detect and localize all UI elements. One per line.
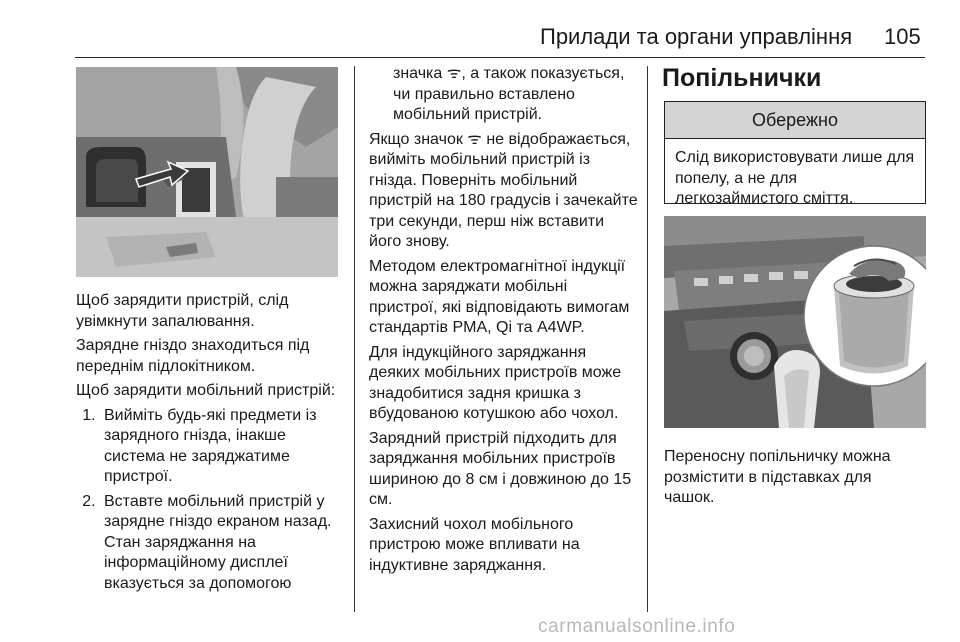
paragraph: Захисний чохол мобільного пристрою може впливати на індуктивне заряджання. xyxy=(369,515,580,574)
page-number: 105 xyxy=(884,24,921,49)
paragraph: Зарядне гніздо знаходиться під переднім підлокітником. xyxy=(76,337,310,375)
column-3-text xyxy=(664,447,926,513)
column-divider xyxy=(647,66,648,612)
paragraph: Зарядний пристрій підходить для заряджання мобільних пристроїв шириною до 8 см і довжиною до 15 см. xyxy=(369,429,632,508)
paragraph: Щоб зарядити мобільний пристрій: xyxy=(76,382,336,399)
section-title: Попільнички xyxy=(662,64,822,92)
page-header-title: Прилади та органи управління xyxy=(540,24,853,49)
charging-steps-list xyxy=(76,406,346,595)
caution-box xyxy=(664,101,926,207)
watermark: carmanualsonline.info xyxy=(538,616,736,637)
step-item: 2. Вставте мобільний пристрій у зарядне гніздо екраном назад. Стан заряджання на інформаційному дисплеї вказується за допомогою xyxy=(100,492,346,595)
paragraph: Якщо значок ᯤ не відображається, вийміть мобільний пристрій із гнізда. Поверніть мобільний пристрій на 180 градусів і зачекайте три секунди, перш ніж вставити його знову. xyxy=(369,130,638,250)
header-rule xyxy=(75,57,925,58)
step-item: 1. Вийміть будь-які предмети із зарядного гнізда, інакше система не заряджатиме пристрої. xyxy=(100,406,346,488)
paragraph: Для індукційного заряджання деяких мобільних пристроїв може знадобитися задня кришка з вбудованою котушкою або чохол. xyxy=(369,343,622,422)
caution-label: Обережно xyxy=(665,102,925,139)
ashtray-illustration xyxy=(664,216,926,428)
paragraph: Методом електромагнітної індукції можна заряджати мобільні пристрої, які відповідають вимогам стандартів PMA, Qi та A4WP. xyxy=(369,257,630,336)
column-1-text xyxy=(76,291,346,598)
caution-text: Слід використовувати лише для попелу, а не для легкозаймистого сміття. xyxy=(675,149,915,207)
charging-slot-illustration xyxy=(76,67,338,277)
column-2-text xyxy=(369,64,639,580)
step-continuation: значка ᯤ, а також показується, чи правильно вставлено мобільний пристрій. xyxy=(393,65,625,123)
column-divider xyxy=(354,66,355,612)
paragraph: Переносну попільничку можна розмістити в підставках для чашок. xyxy=(664,448,891,506)
paragraph: Щоб зарядити пристрій, слід увімкнути запалювання. xyxy=(76,292,289,330)
